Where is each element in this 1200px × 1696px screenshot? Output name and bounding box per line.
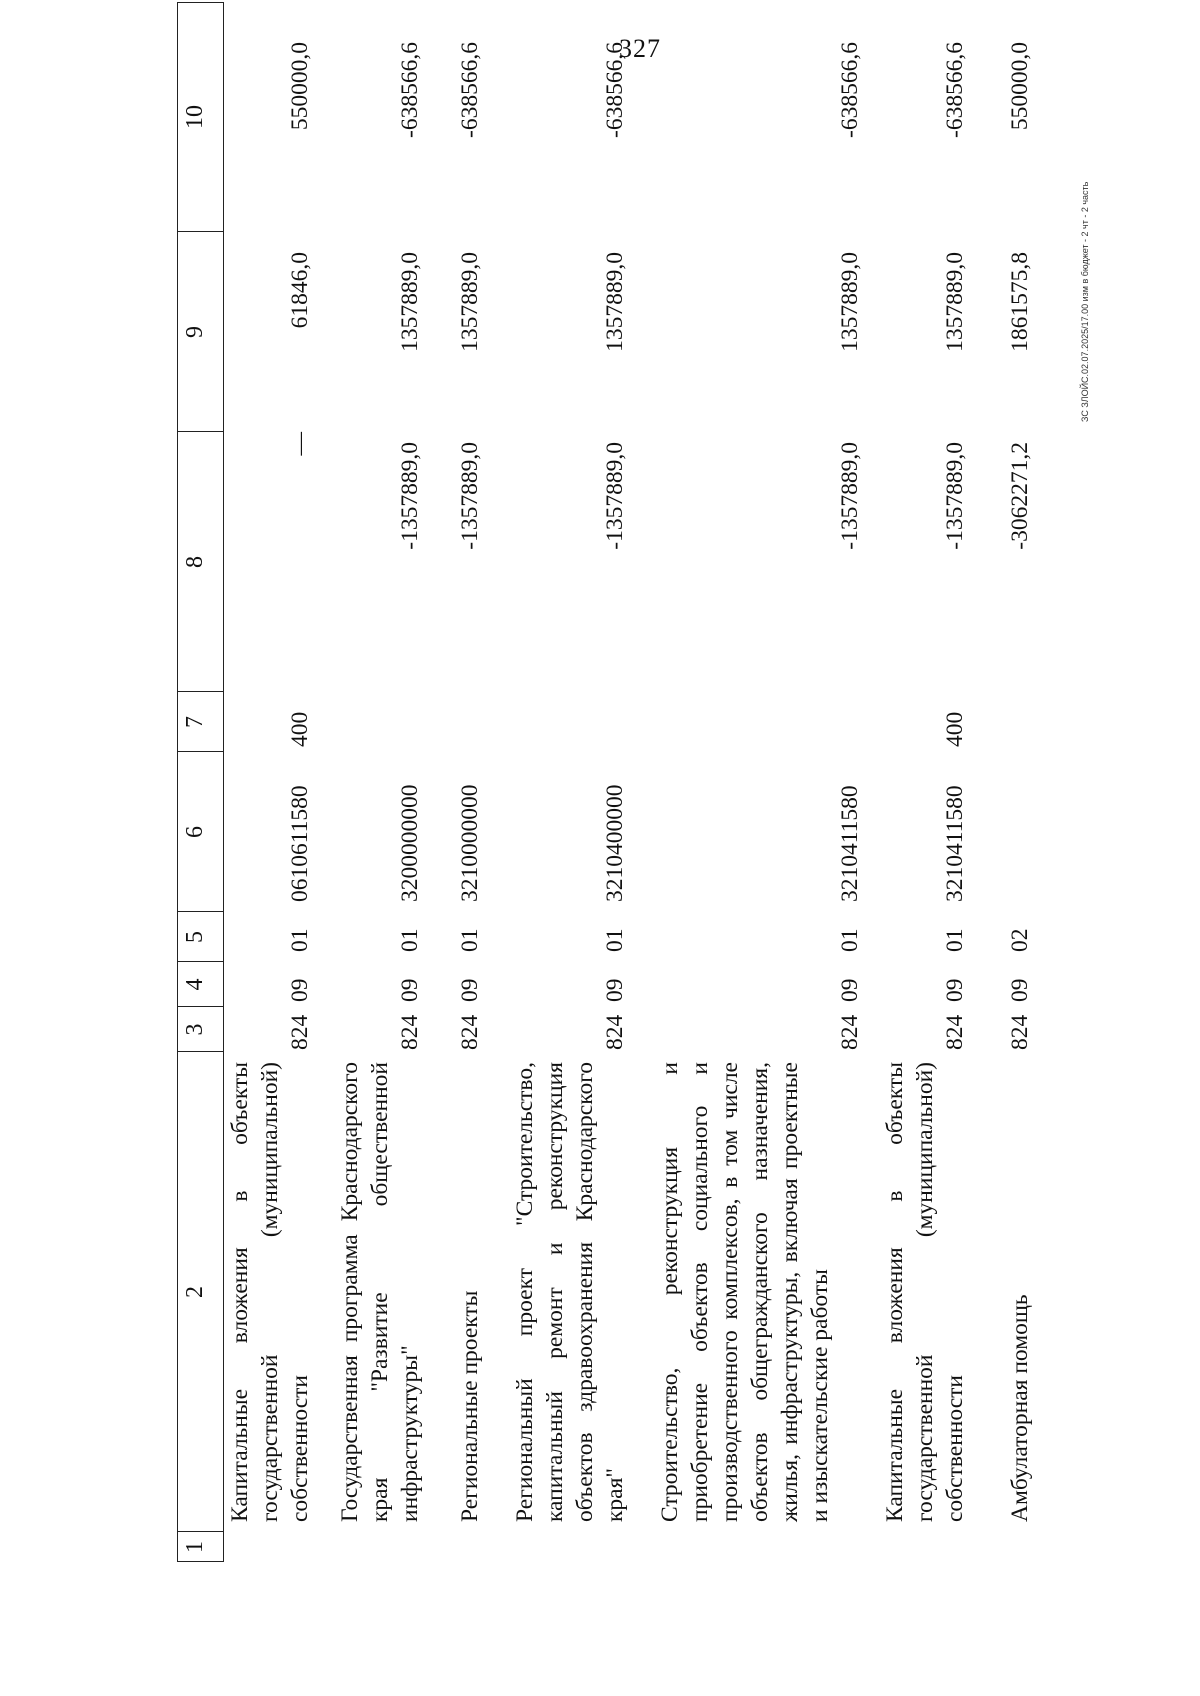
row-value-10: -638566,6 <box>457 42 483 138</box>
col-divider <box>177 1006 223 1007</box>
col-header-8: 8 <box>181 556 208 568</box>
row-value-9: 1861575,8 <box>1007 252 1033 352</box>
row-value-8: -1357889,0 <box>602 442 628 550</box>
row-value-8: -1357889,0 <box>457 442 483 550</box>
row-code-3: 824 <box>287 1014 313 1050</box>
col-divider <box>177 1561 223 1562</box>
row-code-4: 09 <box>397 978 423 1002</box>
col-header-3: 3 <box>181 1023 208 1036</box>
row-code-7: 400 <box>287 711 313 747</box>
row-name: Государственная программа Краснодарского края "Развитие общественной инфраструктуры" <box>337 1062 423 1522</box>
col-header-5: 5 <box>181 931 208 943</box>
row-code-5: 02 <box>1007 928 1033 952</box>
row-code-5: 01 <box>837 928 863 952</box>
col-divider <box>177 691 223 692</box>
col-divider <box>177 1531 223 1532</box>
row-code-5: 01 <box>457 928 483 952</box>
row-value-9: 61846,0 <box>287 252 313 329</box>
row-code-5: 01 <box>942 928 968 952</box>
print-stamp: ЗС ЗЛОЙС.02.07.2025/17.00 изм в бюджет - 2 чт - 2 часть <box>1080 181 1090 422</box>
row-value-10: -638566,6 <box>397 42 423 138</box>
row-value-8: -1357889,0 <box>397 442 423 550</box>
col-divider <box>177 231 223 232</box>
row-code-5: 01 <box>287 928 313 952</box>
row-code-5: 01 <box>602 928 628 952</box>
row-name: Региональный проект "Строительство, капитальный ремонт и реконструкция объектов здравоохранения Краснодарского края" <box>512 1062 628 1522</box>
row-value-8: -3062271,2 <box>1007 442 1033 550</box>
row-value-10: 550000,0 <box>287 42 313 131</box>
row-code-3: 824 <box>837 1014 863 1050</box>
row-name: Капитальные вложения в объекты государственной (муниципальной) собственности <box>227 1062 313 1522</box>
row-value-8: — <box>287 432 313 456</box>
row-code-4: 09 <box>837 978 863 1002</box>
row-name: Амбулаторная помощь <box>1007 1294 1033 1522</box>
row-value-10: -638566,6 <box>602 42 628 138</box>
col-divider <box>177 961 223 962</box>
col-header-9: 9 <box>181 326 208 338</box>
row-value-10: -638566,6 <box>942 42 968 138</box>
row-code-6: 0610611580 <box>287 785 313 902</box>
row-code-5: 01 <box>397 928 423 952</box>
row-code-4: 09 <box>287 978 313 1002</box>
row-code-6: 3200000000 <box>397 784 423 902</box>
row-code-3: 824 <box>942 1014 968 1050</box>
col-divider <box>177 751 223 752</box>
col-header-2: 2 <box>181 1286 208 1298</box>
row-code-6: 3210400000 <box>602 784 628 902</box>
row-code-7: 400 <box>942 711 968 747</box>
row-code-4: 09 <box>942 978 968 1002</box>
row-name: Региональные проекты <box>457 1290 483 1522</box>
col-divider <box>177 911 223 912</box>
row-code-4: 09 <box>602 978 628 1002</box>
row-name: Капитальные вложения в объекты государственной (муниципальной) собственности <box>882 1062 968 1522</box>
row-code-3: 824 <box>602 1014 628 1050</box>
row-value-8: -1357889,0 <box>837 442 863 550</box>
row-value-9: 1357889,0 <box>942 252 968 352</box>
row-code-3: 824 <box>1007 1014 1033 1050</box>
table-header <box>165 2 225 1562</box>
col-divider <box>177 1051 223 1052</box>
budget-table <box>165 2 1090 1562</box>
col-divider <box>177 431 223 432</box>
row-value-10: -638566,6 <box>837 42 863 138</box>
row-value-10: 550000,0 <box>1007 42 1033 131</box>
col-header-7: 7 <box>181 716 208 728</box>
row-code-3: 824 <box>457 1014 483 1050</box>
row-value-9: 1357889,0 <box>837 252 863 352</box>
page-number: 327 <box>619 34 661 63</box>
col-header-1: 1 <box>181 1541 208 1553</box>
col-header-10: 10 <box>181 105 208 129</box>
row-value-9: 1357889,0 <box>457 252 483 352</box>
row-code-4: 09 <box>1007 978 1033 1002</box>
row-value-9: 1357889,0 <box>397 252 423 352</box>
row-code-6: 3210411580 <box>942 785 968 902</box>
row-code-3: 824 <box>397 1014 423 1050</box>
col-header-4: 4 <box>181 978 208 991</box>
row-name: Строительство, реконструкция и приобретение объектов социального и производственного комплексов, в том числе объектов общегражданского назначения, жилья, инфраструктуры, включая проектные и изыскательские работы <box>657 1062 833 1522</box>
row-value-8: -1357889,0 <box>942 442 968 550</box>
row-code-6: 3210411580 <box>837 785 863 902</box>
row-value-9: 1357889,0 <box>602 252 628 352</box>
col-divider <box>177 2 223 3</box>
col-header-6: 6 <box>181 826 208 838</box>
row-code-6: 3210000000 <box>457 784 483 902</box>
row-code-4: 09 <box>457 978 483 1002</box>
